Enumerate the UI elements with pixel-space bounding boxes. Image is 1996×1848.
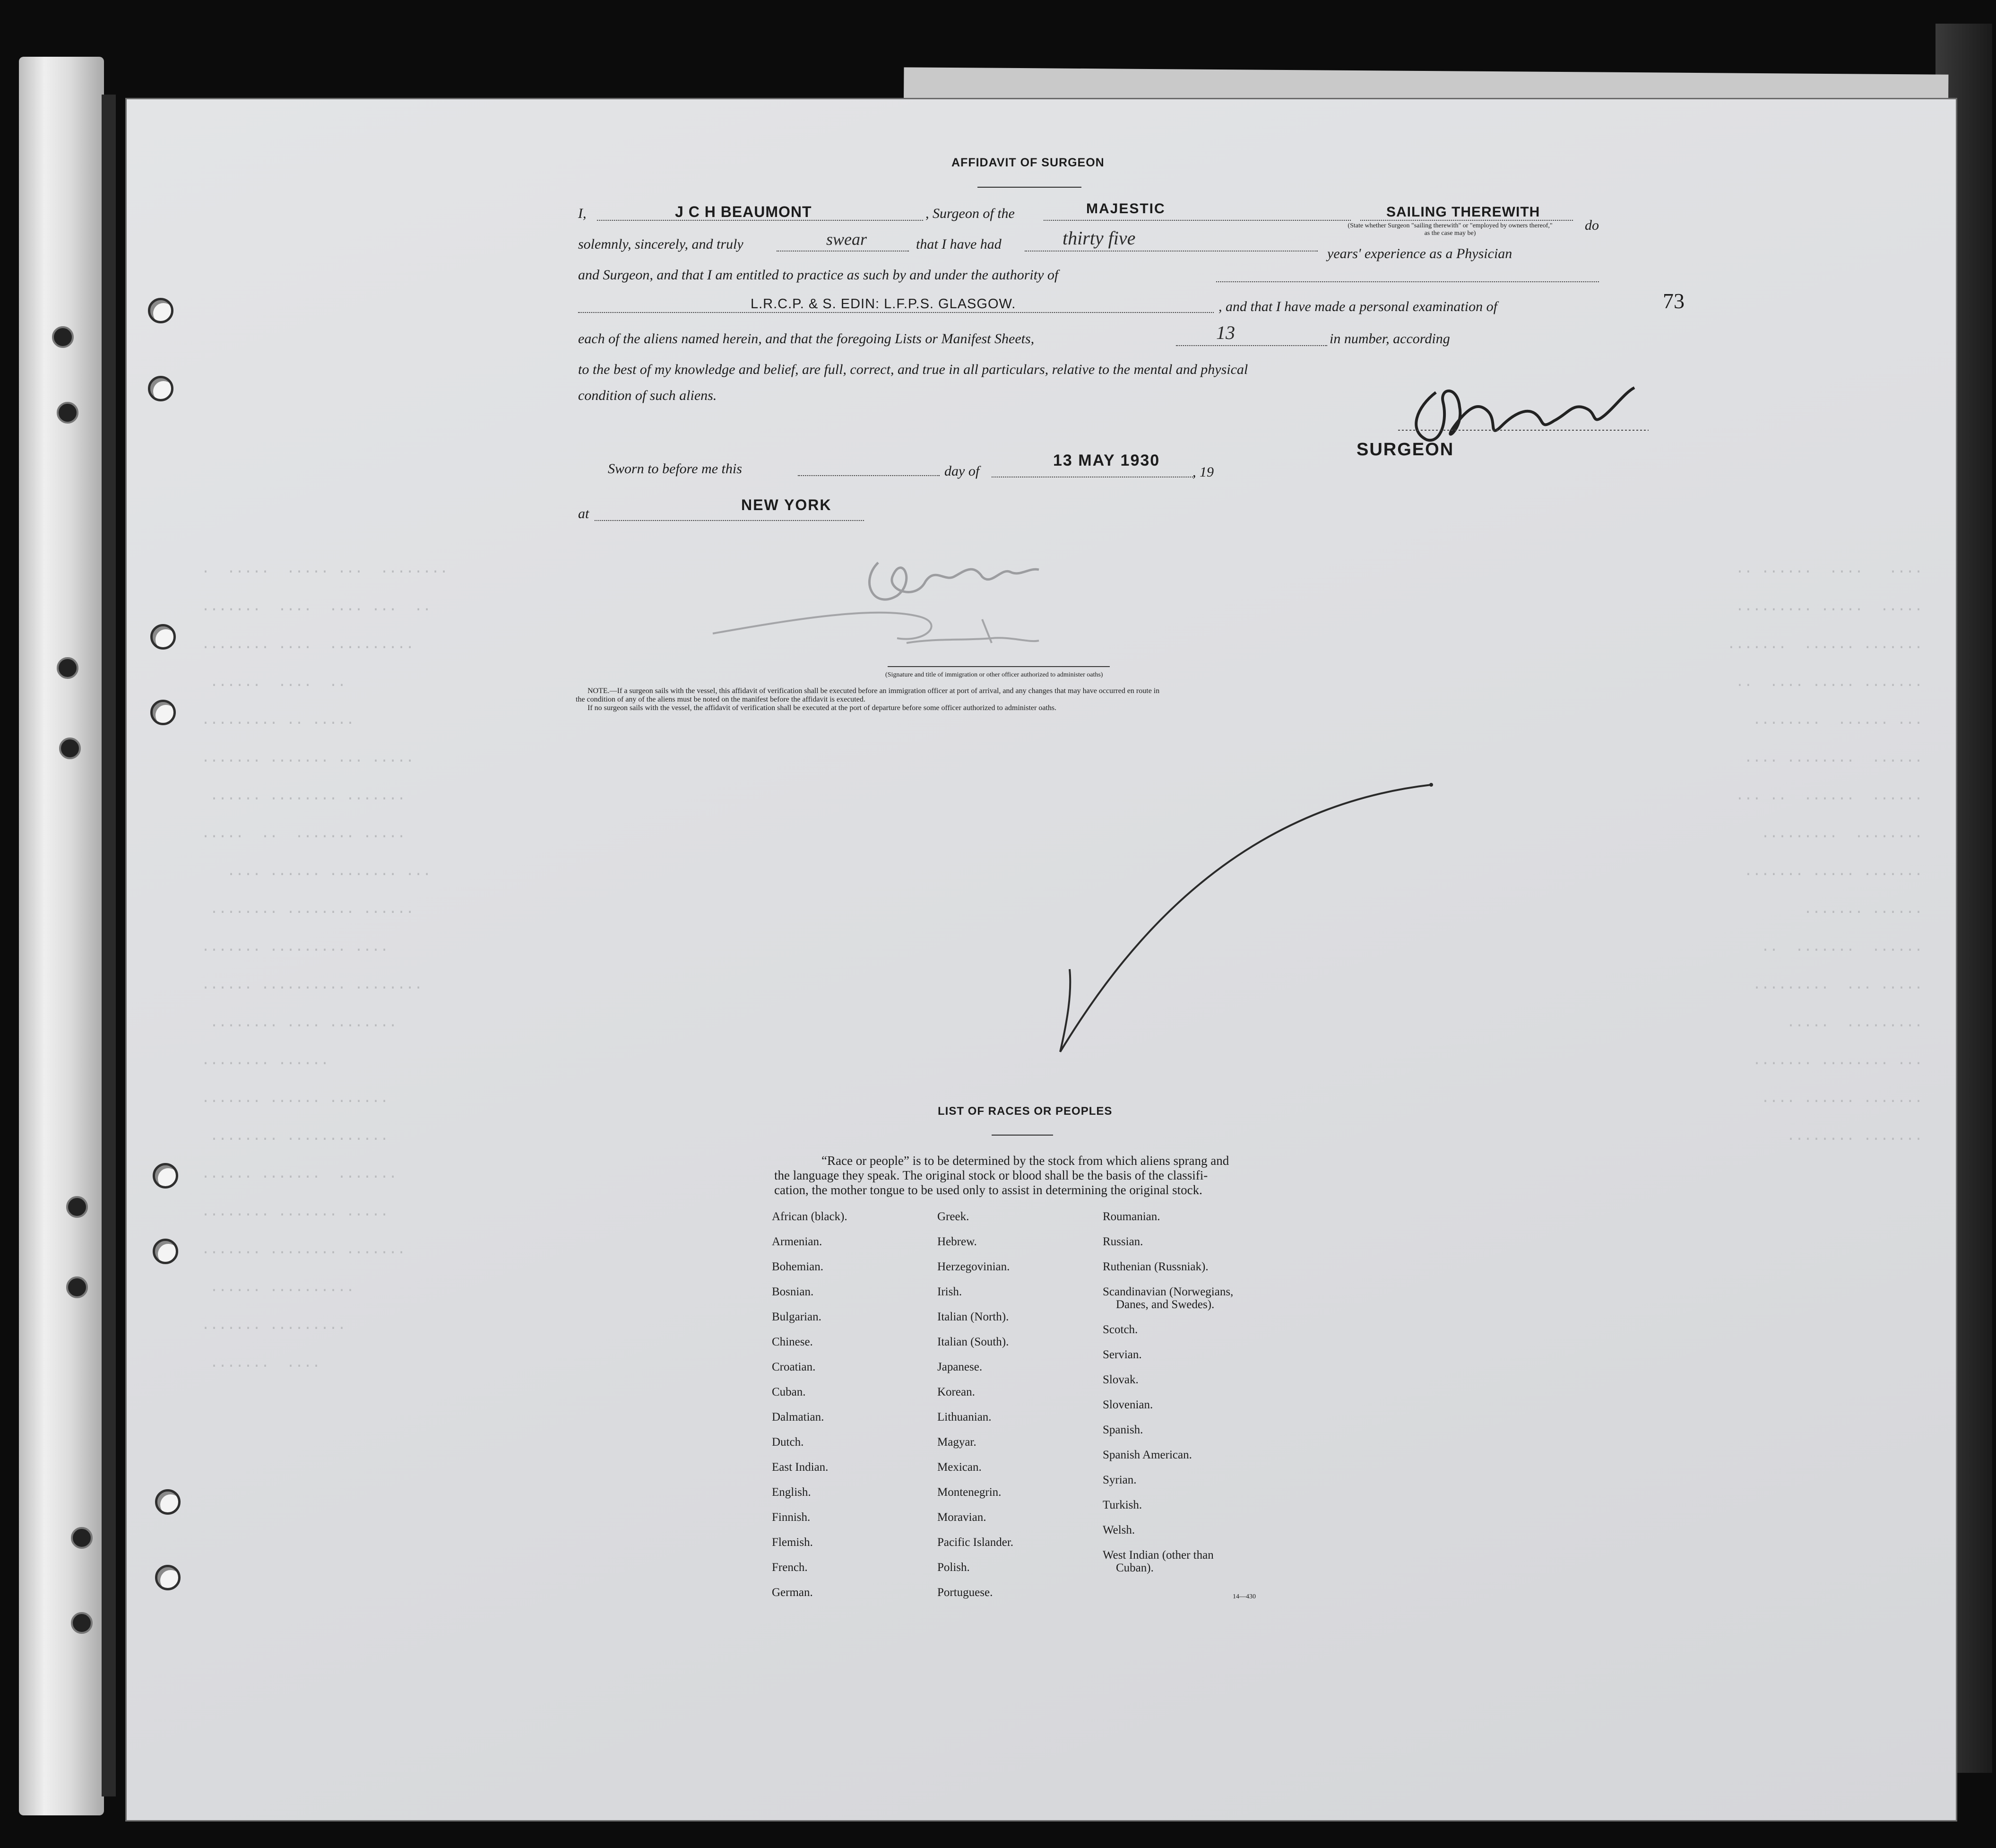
race-item: Portuguese. bbox=[937, 1586, 993, 1599]
bleed-through-text: · ····· ····· ··· ········ ······· ···· ···· ··· ·· ········ ···· ·········· ······ ···· ·· ········· ·· ····· ······· ······· ··· ····· ······ ········ ······· ····· ·· ······· ····· ···· ······ ········ ··· ········ ········ ······ ······· ········· ···· ······ ·········· ········ ········ ···· ········ ········ ······ ······· ······ ······· ········ ············ ······ ······· ······· ········ ······· ····· ······· ········ ······· ······ ·········· ······· ········· ······· ···· bbox=[201, 564, 449, 1374]
race-item: Welsh. bbox=[1103, 1524, 1135, 1536]
sworn-prefix: Sworn to before me this bbox=[608, 461, 742, 477]
punch-hole bbox=[155, 1489, 181, 1515]
affidavit-title: AFFIDAVIT OF SURGEON bbox=[951, 156, 1105, 169]
race-item: East Indian. bbox=[772, 1461, 829, 1474]
binding-ring bbox=[66, 1276, 88, 1298]
authority-blank-b bbox=[578, 312, 1214, 313]
race-item: Polish. bbox=[937, 1561, 970, 1574]
race-item: Moravian. bbox=[937, 1511, 986, 1524]
binding-ring bbox=[71, 1612, 93, 1634]
race-item: Scotch. bbox=[1103, 1323, 1138, 1336]
sworn-place: NEW YORK bbox=[741, 496, 832, 513]
ledger-binding bbox=[19, 57, 104, 1815]
manifest-sheet bbox=[127, 99, 1956, 1820]
race-item: Italian (North). bbox=[937, 1310, 1009, 1323]
place-blank bbox=[595, 520, 864, 521]
sheets-blank bbox=[1176, 345, 1327, 346]
binding-shadow bbox=[102, 95, 116, 1796]
race-item: German. bbox=[772, 1586, 813, 1599]
line5-prefix: each of the aliens named herein, and that the foregoing Lists or Manifest Sheets, bbox=[578, 331, 1035, 347]
race-item: Montenegrin. bbox=[937, 1486, 1002, 1499]
race-item: Armenian. bbox=[772, 1235, 822, 1248]
race-item: English. bbox=[772, 1486, 811, 1499]
punch-hole bbox=[148, 298, 173, 323]
officer-caption: (Signature and title of immigration or other officer authorized to administer oaths) bbox=[885, 671, 1103, 678]
surgeon-name: J C H BEAUMONT bbox=[675, 203, 812, 220]
ship-name: MAJESTIC bbox=[1086, 201, 1166, 217]
surgeon-status: SAILING THEREWITH bbox=[1386, 204, 1540, 220]
races-title: LIST OF RACES OR PEOPLES bbox=[938, 1105, 1113, 1118]
line6: to the best of my knowledge and belief, are full, correct, and true in all particulars, relative to the mental and physical bbox=[578, 362, 1248, 377]
race-item: Japanese. bbox=[937, 1361, 983, 1373]
binding-ring bbox=[52, 326, 74, 348]
race-item: Bosnian. bbox=[772, 1285, 814, 1298]
years-handwritten: thirty five bbox=[1063, 227, 1136, 249]
race-item: Finnish. bbox=[772, 1511, 811, 1524]
race-item: French. bbox=[772, 1561, 808, 1574]
race-item: Turkish. bbox=[1103, 1499, 1142, 1511]
line1-prefix: I, bbox=[578, 206, 587, 221]
race-item: Italian (South). bbox=[937, 1336, 1009, 1348]
race-item: Korean. bbox=[937, 1386, 975, 1398]
race-item: Irish. bbox=[937, 1285, 962, 1298]
race-item: Chinese. bbox=[772, 1336, 813, 1348]
race-item: Greek. bbox=[937, 1210, 969, 1223]
at-prefix: at bbox=[578, 506, 589, 521]
race-item: Herzegovinian. bbox=[937, 1260, 1010, 1273]
page-number: 73 bbox=[1663, 289, 1685, 313]
race-item: Dalmatian. bbox=[772, 1411, 824, 1423]
line2-prefix: solemnly, sincerely, and truly bbox=[578, 236, 743, 252]
sworn-mid: day of bbox=[944, 463, 980, 479]
sheets-handwritten: 13 bbox=[1216, 322, 1235, 343]
race-item: Ruthenian (Russniak). bbox=[1103, 1260, 1209, 1273]
race-item: Servian. bbox=[1103, 1348, 1142, 1361]
race-item: Roumanian. bbox=[1103, 1210, 1160, 1223]
race-item: African (black). bbox=[772, 1210, 847, 1223]
race-item: Lithuanian. bbox=[937, 1411, 992, 1423]
race-item: Bohemian. bbox=[772, 1260, 824, 1273]
punch-hole bbox=[150, 624, 176, 650]
race-item: Cuban). bbox=[1116, 1562, 1154, 1574]
race-item: Syrian. bbox=[1103, 1474, 1137, 1486]
line1-suffix: do bbox=[1585, 217, 1599, 233]
race-item: Hebrew. bbox=[937, 1235, 977, 1248]
race-item: Spanish. bbox=[1103, 1423, 1143, 1436]
binding-ring bbox=[71, 1527, 93, 1549]
signature-title: SURGEON bbox=[1357, 440, 1454, 460]
races-title-underline bbox=[992, 1135, 1053, 1136]
status-instruction: (State whether Surgeon "sailing therewith" or "employed by owners thereof," as the case may be) bbox=[1348, 222, 1553, 237]
authority: L.R.C.P. & S. EDIN: L.F.P.S. GLASGOW. bbox=[751, 296, 1016, 312]
years-blank bbox=[1025, 251, 1318, 252]
race-item: Mexican. bbox=[937, 1461, 982, 1474]
line2-mid: that I have had bbox=[916, 236, 1002, 252]
races-intro-3: cation, the mother tongue to be used only to assist in determining the original stock. bbox=[774, 1183, 1202, 1197]
sworn-date: 13 MAY 1930 bbox=[1053, 451, 1160, 469]
race-item: Croatian. bbox=[772, 1361, 816, 1373]
race-item: Cuban. bbox=[772, 1386, 806, 1398]
race-item: Flemish. bbox=[772, 1536, 813, 1549]
officer-signature bbox=[699, 525, 1124, 681]
punch-hole bbox=[153, 1239, 178, 1264]
race-item: Bulgarian. bbox=[772, 1310, 821, 1323]
note-line-1: NOTE.—If a surgeon sails with the vessel, this affidavit of verification shall be executed before an immigration officer at port of arrival, and any changes that may have occurred en route in bbox=[588, 687, 1160, 695]
punch-hole bbox=[155, 1565, 181, 1590]
sworn-suffix: , 19 bbox=[1192, 464, 1214, 480]
race-item: Russian. bbox=[1103, 1235, 1143, 1248]
authority-blank-a bbox=[1216, 281, 1599, 282]
race-item: Pacific Islander. bbox=[937, 1536, 1014, 1549]
ship-blank bbox=[1044, 220, 1351, 221]
line3: and Surgeon, and that I am entitled to practice as such by and under the authority of bbox=[578, 267, 1059, 283]
punch-hole bbox=[148, 376, 173, 401]
race-item: Danes, and Swedes). bbox=[1116, 1298, 1215, 1311]
note-line-2: the condition of any of the aliens must be noted on the manifest before the affidavit is executed. bbox=[576, 695, 865, 703]
check-mark bbox=[1025, 690, 1497, 1163]
race-item: Dutch. bbox=[772, 1436, 804, 1449]
form-number: 14—430 bbox=[1233, 1593, 1256, 1600]
oath-blank bbox=[777, 251, 909, 252]
race-item: Scandinavian (Norwegians, bbox=[1103, 1285, 1234, 1298]
races-intro-2: the language they speak. The original stock or blood shall be the basis of the classifi- bbox=[774, 1168, 1208, 1182]
line2-right: years' experience as a Physician bbox=[1327, 246, 1512, 261]
day-blank bbox=[798, 475, 940, 476]
binding-ring bbox=[66, 1196, 88, 1218]
race-item: West Indian (other than bbox=[1103, 1549, 1214, 1562]
title-underline bbox=[977, 187, 1081, 188]
line1-mid: , Surgeon of the bbox=[925, 206, 1015, 221]
races-intro-1: “Race or people” is to be determined by the stock from which aliens sprang and bbox=[821, 1154, 1229, 1168]
race-item: Slovak. bbox=[1103, 1373, 1139, 1386]
race-item: Spanish American. bbox=[1103, 1449, 1192, 1461]
line4-suffix: , and that I have made a personal examination of bbox=[1218, 299, 1497, 314]
binding-ring bbox=[57, 402, 78, 424]
line5-suffix: in number, according bbox=[1330, 331, 1450, 347]
bleed-through-text: ·· ······ ···· ···· ········· ····· ····· ······· ······ ······· ·· ···· ····· ······· ········ ······ ··· ···· ········ ······ ··· ·· ······ ······ ········· ········ ······· ····· ······· ······· ······ ·· ······· ······ ········· ··· ····· ····· ········· ······· ········ ··· ···· ······ ······· ········ ······· bbox=[1727, 564, 1923, 1147]
note-line-3: If no surgeon sails with the vessel, the affidavit of verification shall be executed at the port of departure before some officer authorized to administer oaths. bbox=[588, 704, 1057, 712]
punch-hole bbox=[153, 1163, 178, 1189]
race-item: Slovenian. bbox=[1103, 1398, 1153, 1411]
binding-ring bbox=[59, 737, 81, 759]
line7: condition of such aliens. bbox=[578, 388, 717, 403]
race-item: Magyar. bbox=[937, 1436, 976, 1449]
binding-ring bbox=[57, 657, 78, 679]
punch-hole bbox=[150, 700, 176, 725]
oath-handwritten: swear bbox=[826, 230, 867, 249]
